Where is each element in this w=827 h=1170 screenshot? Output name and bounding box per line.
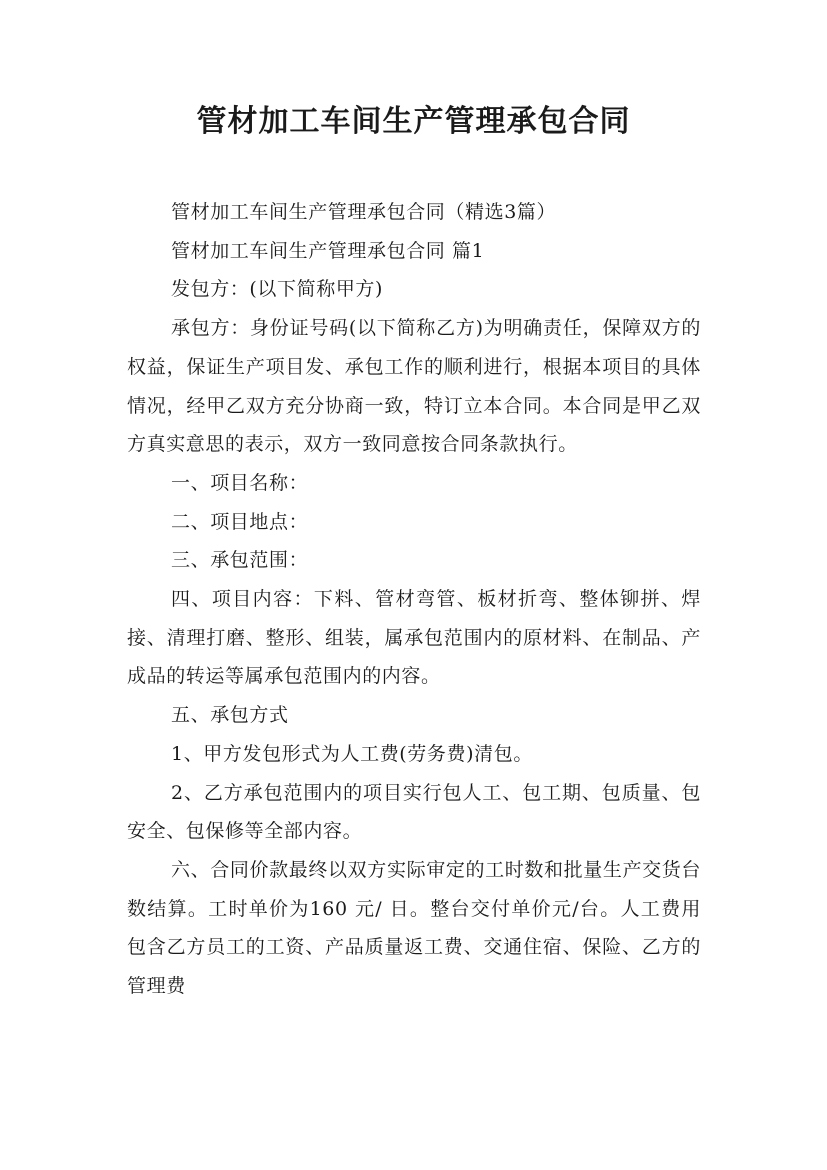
paragraph-contract-method: 五、承包方式: [171, 704, 289, 727]
paragraph-employer: 发包方：(以下简称甲方): [171, 278, 384, 301]
paragraph-project-content: 四、项目内容：下料、管材弯管、板材折弯、整体铆拼、焊接、清理打磨、整形、组装，属承包范围内的原材料、在制品、产成品的转运等属承包范围内的内容。: [127, 588, 701, 688]
paragraph-contractor: 承包方：身份证号码(以下简称乙方)为明确责任，保障双方的权益，保证生产项目发、承包工作的顺利进行，根据本项目的具体情况，经甲乙双方充分协商一致，特订立本合同。本合同是甲乙双方真实意思的表示，双方一致同意按合同条款执行。: [127, 317, 701, 456]
document-title: 管材加工车间生产管理承包合同: [196, 104, 631, 139]
paragraph-clause-1: 1、甲方发包形式为人工费(劳务费)清包。: [171, 742, 533, 765]
paragraph-project-location: 二、项目地点：: [171, 510, 309, 533]
document-body: [127, 193, 701, 1006]
paragraph-subtitle: 管材加工车间生产管理承包合同（精选3篇）: [171, 201, 557, 223]
paragraph-clause-2: 2、乙方承包范围内的项目实行包人工、包工期、包质量、包安全、包保修等全部内容。: [127, 781, 701, 843]
paragraph-contract-price: 六、合同价款最终以双方实际审定的工时数和批量生产交货台数结算。工时单价为160 元/ 日。整台交付单价元/台。人工费用包含乙方员工的工资、产品质量返工费、交通住宿、保险、乙方的管理费: [127, 858, 701, 998]
paragraph-scope: 三、承包范围：: [171, 549, 309, 572]
paragraph-project-name: 一、项目名称：: [171, 471, 309, 494]
paragraph-section-heading: 管材加工车间生产管理承包合同 篇1: [171, 239, 485, 262]
